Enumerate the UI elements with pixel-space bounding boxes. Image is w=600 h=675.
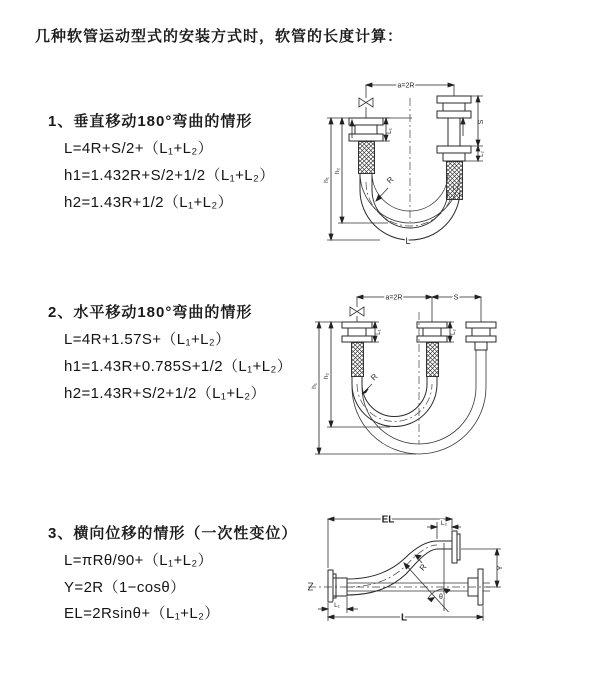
dimension-l2 bbox=[448, 322, 457, 342]
label-r: R bbox=[369, 372, 380, 383]
hose bbox=[352, 376, 437, 427]
dimension-l1 bbox=[384, 118, 393, 141]
dim-label-s: S bbox=[453, 294, 459, 302]
label-r: R bbox=[385, 175, 396, 186]
dimension-l2 bbox=[476, 146, 485, 161]
break-mark bbox=[308, 583, 313, 590]
dimension-s bbox=[432, 295, 481, 302]
dimension-s bbox=[476, 96, 485, 146]
section-1-heading: 1、垂直移动180°弯曲的情形 bbox=[48, 113, 253, 130]
dim-label-l1: L₁ bbox=[386, 128, 393, 134]
braid-hatch bbox=[426, 342, 439, 377]
formula-line: L=πRθ/90+（L₁+L₂） bbox=[64, 552, 213, 569]
dim-label-h2: h₂ bbox=[323, 372, 330, 380]
braid-hatch bbox=[351, 342, 364, 377]
right-fitting bbox=[437, 96, 471, 161]
label-l: L bbox=[405, 236, 411, 246]
dim-label-l: L bbox=[400, 612, 408, 624]
formula-line: L=4R+S/2+（L₁+L₂） bbox=[64, 140, 214, 157]
dim-label-l2: L₂ bbox=[451, 329, 457, 335]
dimension-el bbox=[328, 515, 452, 526]
formula-line: Y=2R（1−cosθ） bbox=[64, 579, 186, 596]
dimension-a2r bbox=[357, 295, 432, 302]
page-title: 几种软管运动型式的安装方式时，软管的长度计算： bbox=[35, 28, 404, 45]
right-fitting bbox=[466, 322, 496, 350]
formula-line: h2=1.43R+1/2（L₁+L₂） bbox=[64, 194, 234, 211]
dim-label-a2r: a=2R bbox=[385, 294, 403, 302]
left-fitting bbox=[328, 570, 347, 602]
valve-icon bbox=[359, 98, 373, 107]
dimension-h1 bbox=[311, 322, 321, 454]
dim-label-l2: L₂ bbox=[479, 151, 485, 157]
label-r: R bbox=[417, 562, 429, 573]
diagram-lateral-displacement bbox=[300, 505, 510, 640]
dimension-l bbox=[328, 613, 483, 624]
extension-lines bbox=[328, 519, 501, 621]
valve-icon bbox=[350, 307, 364, 316]
dim-label-y: Y bbox=[495, 565, 504, 571]
dim-label-l1: L₁ bbox=[334, 602, 340, 609]
dimension-h2 bbox=[323, 322, 333, 427]
formula-line: EL=2Rsinθ+（L₁+L₂） bbox=[64, 605, 220, 622]
dimension-y bbox=[495, 549, 504, 587]
dimension-l1 bbox=[318, 602, 358, 611]
radius-annotation bbox=[376, 175, 396, 201]
middle-fitting bbox=[417, 322, 447, 342]
braid-hatch bbox=[446, 161, 463, 200]
formula-line: h2=1.43R+S/2+1/2（L₁+L₂） bbox=[64, 385, 266, 402]
hose-centerline-arc bbox=[366, 182, 454, 226]
dimension-l1 bbox=[373, 322, 382, 342]
section-2-heading: 2、水平移动180°弯曲的情形 bbox=[48, 304, 253, 321]
dim-label-l2: L₂ bbox=[440, 520, 448, 527]
dim-label-h1: h₁ bbox=[323, 177, 330, 183]
section-3-heading: 3、横向位移的情形（一次性变位） bbox=[48, 525, 298, 542]
dim-label-h1: h₁ bbox=[311, 383, 318, 389]
left-fitting bbox=[349, 118, 383, 141]
diagram-horizontal-180-bend bbox=[302, 282, 502, 462]
formula-line: h1=1.432R+S/2+1/2（L₁+L₂） bbox=[64, 167, 275, 184]
braid-hatch bbox=[358, 141, 375, 174]
upper-right-fitting bbox=[437, 531, 460, 563]
dimension-h1 bbox=[323, 118, 333, 240]
label-theta: θ bbox=[439, 594, 443, 601]
dim-label-h2: h₂ bbox=[334, 167, 341, 175]
dim-label-l1: L₁ bbox=[376, 329, 382, 335]
dimension-l2 bbox=[427, 520, 461, 529]
dim-label-a2r: a=2R bbox=[397, 82, 415, 90]
formula-line: L=4R+1.57S+（L₁+L₂） bbox=[64, 331, 231, 348]
dimension-h2 bbox=[334, 118, 344, 223]
dim-label-el: EL bbox=[381, 514, 395, 526]
dimension-a2r bbox=[366, 83, 454, 90]
radius-annotation bbox=[362, 372, 380, 394]
formula-line: h1=1.43R+0.785S+1/2（L₁+L₂） bbox=[64, 358, 293, 375]
left-fitting bbox=[342, 322, 372, 342]
diagram-vertical-180-bend bbox=[302, 70, 502, 260]
dim-label-s: S bbox=[478, 119, 485, 125]
